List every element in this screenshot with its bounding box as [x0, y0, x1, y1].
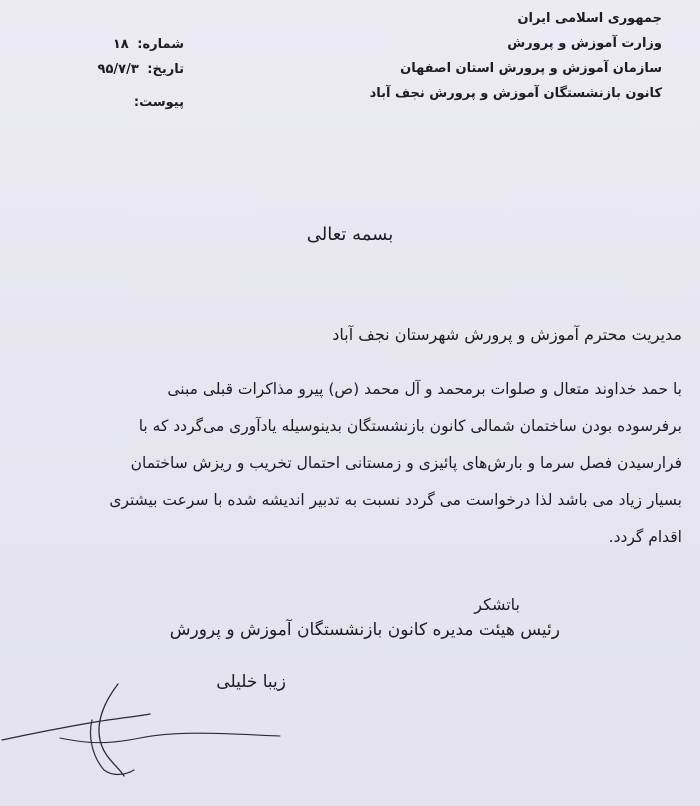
letterhead: [342, 6, 662, 106]
letter-number: [34, 32, 184, 57]
letterhead-line-ministry: وزارت آموزش و پرورش: [507, 36, 662, 51]
letter-body: [18, 371, 682, 556]
letterhead-line-country: جمهوری اسلامی ایران: [517, 11, 662, 26]
body-line: فرارسیدن فصل سرما و بارش‌های پائیزی و زمستانی احتمال تخریب و ریزش ساختمان: [130, 454, 682, 472]
body-line: اقدام گردد.: [608, 528, 682, 546]
letter-attachment: [34, 90, 184, 115]
closing-thanks: باتشکر: [474, 595, 520, 614]
letter-date-value: ۹۵/۷/۳: [97, 62, 139, 77]
letterhead-line-organization: سازمان آموزش و پرورش استان اصفهان: [400, 61, 662, 76]
body-line: برفرسوده بودن ساختمان شمالی کانون بازنشستگان بدینوسیله یادآوری می‌گردد که با: [138, 417, 682, 435]
letter-number-label: شماره:: [137, 37, 184, 52]
letter-number-value: ۱۸: [112, 37, 129, 52]
body-line: بسیار زیاد می باشد لذا درخواست می گردد نسبت به تدبیر اندیشه شده با سرعت بیشتری: [109, 491, 682, 509]
handwritten-signature: [0, 676, 300, 786]
letter-meta: [34, 32, 184, 115]
body-line: با حمد خداوند متعال و صلوات برمحمد و آل محمد (ص) پیرو مذاکرات قبلی مبنی: [167, 380, 682, 398]
letterhead-line-association: کانون بازنشستگان آموزش و پرورش نجف آباد: [369, 86, 662, 101]
letter-attachment-label: پیوست:: [133, 95, 184, 110]
addressee: مدیریت محترم آموزش و پرورش شهرستان نجف آباد: [332, 325, 682, 344]
letter-date: [34, 57, 184, 82]
signer-name: زیبا خلیلی: [216, 672, 286, 692]
signer-position: رئیس هیئت مدیره کانون بازنشستگان آموزش و پرورش: [169, 620, 560, 640]
basmala-heading: بسمه تعالی: [306, 224, 394, 245]
letter-date-label: تاریخ:: [147, 62, 184, 77]
